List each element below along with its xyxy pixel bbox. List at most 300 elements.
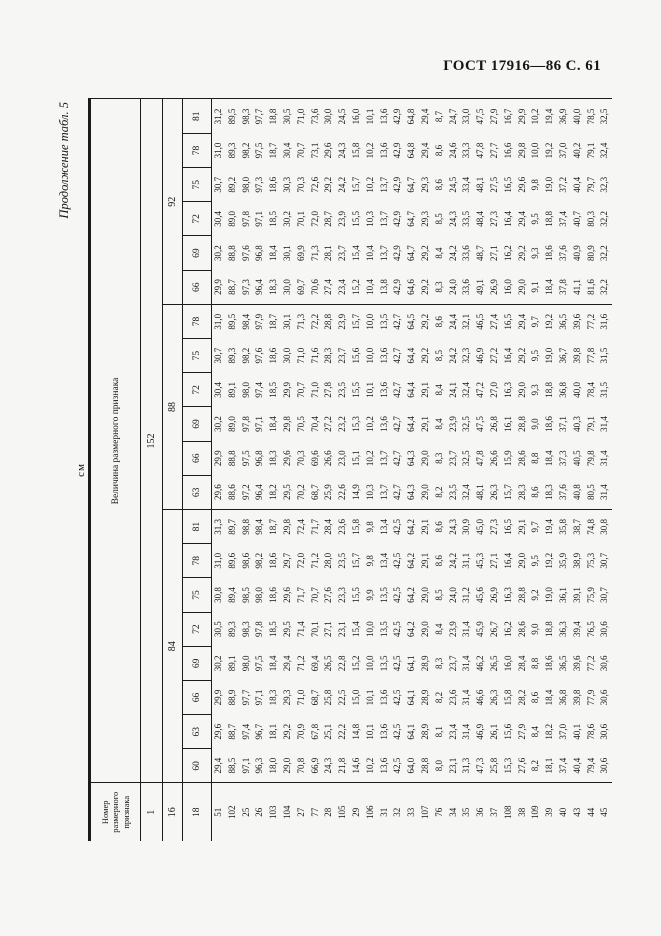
- data-cell: 96,4: [253, 270, 267, 304]
- data-cell: 32,4: [599, 142, 610, 159]
- data-cell: 46,9: [475, 723, 486, 740]
- data-cell: 96,4: [253, 475, 267, 509]
- data-cell: 15,2: [350, 270, 364, 304]
- table-row: [378, 99, 392, 841]
- data-cell: 46,9: [475, 347, 486, 364]
- data-cell: 64,2: [406, 587, 417, 603]
- data-cell: 42,7: [392, 416, 403, 432]
- data-cell: 98,0: [254, 587, 265, 603]
- data-cell: 26,5: [488, 655, 499, 672]
- data-cell: 25,1: [323, 723, 334, 740]
- data-cell: 64,4: [406, 381, 417, 398]
- data-cell: 18,3: [268, 689, 279, 706]
- data-cell: 31,1: [461, 552, 472, 569]
- data-cell: 41,1: [571, 270, 585, 304]
- data-cell: 13,7: [378, 450, 389, 467]
- data-cell: 88,8: [226, 245, 237, 261]
- data-cell: 40,0: [571, 108, 582, 125]
- data-cell: 23,9: [337, 211, 348, 227]
- data-cell: 72,0: [309, 211, 320, 227]
- data-cell: 9,8: [364, 555, 375, 567]
- data-cell: 37,6: [557, 245, 568, 261]
- data-cell: 71,0: [295, 108, 306, 125]
- data-cell: 15,8: [350, 142, 361, 159]
- data-cell: 89,3: [226, 621, 237, 638]
- table-row: [474, 99, 488, 841]
- data-cell: 45,0: [475, 518, 486, 535]
- data-cell: 75,9: [585, 587, 596, 603]
- data-cell: 19,4: [544, 518, 555, 535]
- table-row: [350, 99, 364, 841]
- data-cell: 64,6: [405, 270, 419, 304]
- data-cell: 15,1: [350, 450, 361, 467]
- data-cell: 64,4: [406, 416, 417, 432]
- data-cell: 30,1: [281, 313, 292, 330]
- table-row: [322, 99, 336, 841]
- table-continuation-caption: Продолжение табл. 5: [57, 102, 71, 219]
- data-cell: 16,4: [502, 552, 513, 569]
- data-cell: 48,7: [475, 245, 486, 261]
- data-cell: 30,7: [599, 587, 610, 603]
- data-cell: 18,7: [268, 313, 279, 330]
- data-cell: 64,1: [406, 689, 417, 706]
- data-cell: 19,4: [544, 108, 555, 125]
- data-cell: 8,6: [433, 316, 444, 328]
- data-cell: 98,8: [240, 518, 251, 535]
- data-cell: 29,3: [419, 211, 430, 227]
- data-cell: 31,0: [213, 552, 223, 569]
- data-cell: 28,1: [323, 245, 334, 261]
- data-cell: 9,1: [529, 270, 543, 304]
- data-cell: 13,6: [378, 416, 389, 432]
- table-row: [529, 99, 543, 841]
- data-cell: 16,4: [502, 211, 513, 227]
- data-cell: 96,8: [254, 245, 265, 261]
- data-cell: 24,1: [447, 381, 458, 398]
- data-cell: 30,2: [213, 416, 223, 432]
- data-cell: 8,2: [530, 760, 541, 772]
- data-cell: 39,6: [571, 655, 582, 672]
- data-cell: 28,8: [516, 587, 527, 603]
- data-cell: 27,1: [323, 621, 334, 638]
- data-cell: 28,4: [516, 655, 527, 672]
- data-cell: 77,2: [585, 313, 596, 330]
- data-cell: 16,5: [502, 313, 513, 330]
- data-cell: 77,8: [585, 347, 596, 364]
- data-cell: 29,4: [516, 313, 527, 330]
- data-cell: 26,6: [323, 450, 334, 467]
- data-cell: 97,9: [254, 313, 265, 330]
- table-row: [253, 99, 267, 841]
- data-cell: 79,1: [585, 416, 596, 432]
- data-cell: 27,5: [488, 176, 499, 193]
- row-label: 31: [378, 783, 392, 841]
- data-cell: 29,9: [212, 270, 226, 304]
- data-cell: 79,1: [585, 142, 596, 159]
- row-label: 36: [474, 783, 488, 841]
- data-cell: 24,3: [323, 757, 334, 774]
- subcolumn-header: 81: [183, 99, 212, 133]
- data-cell: 89,3: [226, 347, 237, 364]
- data-cell: 30,0: [281, 347, 292, 364]
- data-cell: 26,9: [488, 587, 499, 603]
- data-cell: 72,4: [295, 518, 306, 535]
- data-cell: 37,4: [557, 211, 568, 227]
- measurements-table: [88, 98, 612, 841]
- data-cell: 38,9: [571, 552, 582, 569]
- data-cell: 96,7: [254, 723, 265, 740]
- waist-row-label: 18: [183, 783, 212, 841]
- rotated-table-block: [56, 99, 610, 841]
- data-cell: 33,4: [461, 176, 472, 193]
- data-cell: 9,3: [530, 247, 541, 259]
- data-cell: 27,7: [488, 142, 499, 159]
- height-value: 152: [141, 99, 163, 783]
- data-cell: 18,8: [268, 108, 279, 125]
- data-cell: 13,5: [378, 587, 389, 603]
- data-cell: 8,2: [433, 475, 447, 509]
- data-cell: 31,6: [599, 313, 610, 330]
- data-cell: 23,6: [447, 689, 458, 706]
- data-cell: 15,7: [350, 176, 361, 193]
- data-cell: 33,6: [461, 245, 472, 261]
- data-cell: 24,0: [447, 270, 461, 304]
- data-cell: 13,6: [378, 689, 389, 706]
- data-cell: 10,2: [364, 450, 375, 467]
- group-label: 88: [163, 304, 183, 509]
- data-cell: 9,9: [364, 589, 375, 601]
- data-cell: 19,2: [544, 552, 555, 569]
- data-cell: 29,6: [213, 723, 223, 740]
- data-cell: 10,1: [364, 723, 375, 740]
- data-cell: 37,8: [557, 270, 571, 304]
- subcolumn-header: 78: [183, 304, 212, 338]
- data-cell: 42,5: [392, 723, 403, 740]
- data-cell: 13,5: [378, 313, 389, 330]
- data-cell: 8,6: [433, 179, 444, 191]
- data-cell: 13,7: [378, 211, 389, 227]
- data-cell: 29,4: [281, 655, 292, 672]
- data-cell: 16,2: [502, 245, 513, 261]
- data-cell: 25,8: [323, 689, 334, 706]
- data-cell: 68,7: [309, 475, 323, 509]
- data-cell: 10,1: [364, 689, 375, 706]
- data-cell: 81,6: [585, 270, 599, 304]
- data-cell: 48,1: [474, 475, 488, 509]
- data-cell: 18,5: [268, 381, 279, 398]
- data-cell: 23,9: [337, 313, 348, 330]
- data-cell: 23,1: [337, 621, 348, 638]
- row-label: 35: [460, 783, 474, 841]
- data-cell: 36,9: [557, 108, 568, 125]
- data-cell: 19,2: [544, 313, 555, 330]
- data-cell: 10,3: [364, 211, 375, 227]
- data-cell: 40,5: [571, 450, 582, 467]
- chest-row-label: 16: [163, 783, 183, 841]
- data-cell: 32,3: [599, 176, 610, 193]
- data-cell: 29,9: [516, 108, 527, 125]
- data-cell: 15,5: [350, 587, 361, 603]
- data-cell: 13,7: [378, 475, 392, 509]
- data-cell: 29,4: [213, 757, 223, 774]
- data-cell: 40,0: [571, 381, 582, 398]
- data-cell: 42,9: [392, 142, 403, 159]
- data-cell: 64,3: [405, 475, 419, 509]
- data-cell: 45,6: [475, 587, 486, 603]
- data-cell: 31,2: [213, 108, 223, 125]
- data-cell: 97,1: [254, 416, 265, 432]
- data-cell: 39,1: [571, 587, 582, 603]
- data-cell: 23,5: [337, 552, 348, 569]
- data-cell: 9,5: [530, 350, 541, 362]
- subcolumn-header: 81: [183, 510, 212, 544]
- data-cell: 98,2: [240, 347, 251, 364]
- data-cell: 48,4: [475, 211, 486, 227]
- data-cell: 71,4: [295, 621, 306, 638]
- data-cell: 29,0: [419, 475, 433, 509]
- data-cell: 42,7: [392, 313, 403, 330]
- data-cell: 42,9: [392, 176, 403, 193]
- row-label: 28: [322, 783, 336, 841]
- row-label: 29: [350, 783, 364, 841]
- data-cell: 36,5: [557, 655, 568, 672]
- data-cell: 24,5: [447, 176, 458, 193]
- subcolumn-header: 66: [183, 270, 212, 304]
- data-cell: 70,7: [295, 381, 306, 398]
- row-label: 109: [529, 783, 543, 841]
- data-cell: 98,4: [240, 313, 251, 330]
- data-cell: 10,1: [364, 108, 375, 125]
- data-cell: 70,6: [309, 270, 323, 304]
- data-cell: 15,3: [350, 416, 361, 432]
- data-cell: 42,7: [391, 475, 405, 509]
- table-row: [557, 99, 571, 841]
- data-cell: 69,9: [295, 245, 306, 261]
- data-cell: 16,5: [502, 176, 513, 193]
- data-cell: 30,2: [213, 655, 223, 672]
- data-cell: 31,2: [461, 587, 472, 603]
- data-cell: 15,9: [502, 450, 513, 467]
- data-cell: 29,5: [281, 475, 295, 509]
- data-cell: 97,8: [240, 416, 251, 432]
- data-cell: 24,2: [447, 347, 458, 364]
- data-cell: 32,2: [598, 270, 612, 304]
- span-header: Величина размерного признака: [90, 99, 141, 783]
- data-cell: 64,7: [406, 211, 417, 227]
- data-cell: 70,9: [295, 723, 306, 740]
- data-cell: 36,7: [557, 347, 568, 364]
- data-cell: 29,9: [213, 450, 223, 467]
- data-cell: 36,8: [557, 381, 568, 398]
- data-cell: 8,7: [433, 110, 444, 123]
- data-cell: 49,1: [474, 270, 488, 304]
- data-cell: 18,4: [543, 270, 557, 304]
- data-cell: 27,2: [323, 416, 334, 432]
- row-label: 103: [267, 783, 281, 841]
- data-cell: 8,6: [433, 555, 444, 567]
- data-cell: 71,7: [295, 587, 306, 603]
- data-cell: 18,1: [268, 723, 279, 740]
- data-cell: 98,0: [240, 176, 251, 193]
- data-cell: 36,1: [557, 587, 568, 603]
- row-label: 107: [419, 783, 433, 841]
- table-row: [571, 99, 585, 841]
- data-cell: 98,0: [240, 655, 251, 672]
- table-row: [598, 99, 612, 841]
- data-cell: 15,7: [502, 475, 516, 509]
- data-cell: 30,1: [281, 245, 292, 261]
- data-cell: 40,4: [571, 757, 582, 774]
- table-row: [281, 99, 295, 841]
- data-cell: 24,0: [447, 587, 458, 603]
- data-cell: 64,8: [406, 108, 417, 125]
- data-cell: 18,4: [544, 689, 555, 706]
- data-cell: 15,5: [350, 381, 361, 398]
- data-cell: 28,6: [516, 450, 527, 467]
- data-cell: 80,3: [585, 211, 596, 227]
- data-cell: 70,2: [295, 475, 309, 509]
- data-cell: 23,5: [447, 475, 461, 509]
- data-cell: 46,2: [475, 655, 486, 672]
- table-row: [295, 99, 309, 841]
- data-cell: 88,7: [226, 723, 237, 740]
- data-cell: 16,0: [350, 108, 361, 125]
- data-cell: 33,5: [461, 211, 472, 227]
- data-cell: 28,8: [323, 313, 334, 330]
- data-cell: 97,8: [240, 211, 251, 227]
- data-cell: 71,7: [309, 518, 320, 535]
- row-label: 102: [226, 783, 240, 841]
- data-cell: 31,4: [461, 723, 472, 740]
- data-cell: 79,7: [585, 176, 596, 193]
- data-cell: 24,2: [337, 176, 348, 193]
- data-cell: 30,5: [281, 108, 292, 125]
- data-cell: 30,8: [213, 587, 223, 603]
- data-cell: 10,2: [364, 416, 375, 432]
- data-cell: 23,0: [337, 450, 348, 467]
- data-cell: 39,4: [571, 621, 582, 638]
- data-cell: 16,6: [502, 142, 513, 159]
- subcolumn-header: 63: [183, 475, 212, 509]
- data-cell: 14,6: [350, 757, 361, 774]
- data-cell: 24,4: [447, 313, 458, 330]
- row-label: 40: [557, 783, 571, 841]
- data-cell: 18,7: [268, 518, 279, 535]
- data-cell: 8,6: [433, 144, 444, 157]
- data-cell: 31,3: [213, 518, 223, 535]
- table-row: [460, 99, 474, 841]
- row-label: 44: [585, 783, 599, 841]
- row-label: 45: [598, 783, 612, 841]
- data-cell: 18,6: [544, 245, 555, 261]
- data-cell: 16,1: [502, 416, 513, 432]
- data-cell: 38,7: [571, 518, 582, 535]
- data-cell: 47,8: [475, 142, 486, 159]
- row-label: 51: [212, 783, 226, 841]
- data-cell: 29,8: [281, 518, 292, 535]
- data-cell: 10,2: [364, 757, 375, 774]
- data-cell: 30,0: [281, 270, 295, 304]
- data-cell: 71,0: [295, 347, 306, 364]
- data-cell: 30,7: [213, 347, 223, 364]
- data-cell: 29,8: [281, 416, 292, 432]
- data-cell: 8,6: [529, 475, 543, 509]
- table-row: [419, 99, 433, 841]
- data-cell: 42,5: [392, 655, 403, 672]
- data-cell: 71,0: [309, 381, 320, 398]
- table-row: [336, 99, 350, 841]
- subcolumn-header: 66: [183, 680, 212, 714]
- data-cell: 29,0: [419, 621, 430, 638]
- data-cell: 32,2: [599, 211, 610, 227]
- data-cell: 18,6: [544, 416, 555, 432]
- data-cell: 70,3: [295, 176, 306, 193]
- data-cell: 71,2: [295, 655, 306, 672]
- data-cell: 29,0: [281, 757, 292, 774]
- data-cell: 97,6: [254, 347, 265, 364]
- data-cell: 29,1: [516, 518, 527, 535]
- data-cell: 16,0: [502, 655, 513, 672]
- data-cell: 23,7: [447, 655, 458, 672]
- data-cell: 42,5: [392, 518, 403, 535]
- data-cell: 13,7: [378, 245, 389, 261]
- data-cell: 89,2: [226, 176, 237, 193]
- data-cell: 23,2: [337, 416, 348, 432]
- data-cell: 13,7: [378, 176, 389, 193]
- data-cell: 8,8: [530, 452, 541, 464]
- data-cell: 33,0: [461, 108, 472, 125]
- height-row-label: 1: [141, 783, 163, 841]
- data-cell: 19,0: [544, 587, 555, 603]
- data-cell: 9,5: [530, 213, 541, 225]
- row-label: 39: [543, 783, 557, 841]
- data-cell: 79,8: [585, 450, 596, 467]
- data-cell: 73,6: [309, 108, 320, 125]
- data-cell: 28,9: [419, 723, 430, 740]
- data-cell: 9,3: [530, 384, 541, 396]
- data-cell: 29,0: [516, 270, 530, 304]
- data-cell: 24,3: [447, 518, 458, 535]
- data-cell: 89,1: [226, 655, 237, 672]
- data-cell: 27,3: [488, 211, 499, 227]
- data-cell: 64,7: [406, 245, 417, 261]
- data-cell: 22,6: [336, 475, 350, 509]
- data-cell: 78,5: [585, 108, 596, 125]
- data-cell: 9,0: [530, 418, 541, 430]
- data-cell: 96,8: [254, 450, 265, 467]
- data-cell: 19,0: [544, 176, 555, 193]
- data-cell: 71,3: [309, 245, 320, 261]
- data-cell: 30,6: [599, 757, 610, 774]
- data-cell: 16,3: [502, 381, 513, 398]
- data-cell: 29,3: [419, 176, 430, 193]
- table-row: [516, 99, 530, 841]
- data-cell: 70,7: [309, 587, 320, 603]
- subcolumn-header: 72: [183, 612, 212, 646]
- group-label: 92: [163, 99, 183, 304]
- data-cell: 15,0: [350, 689, 361, 706]
- data-cell: 29,4: [419, 108, 430, 125]
- data-cell: 40,9: [571, 245, 582, 261]
- data-cell: 37,3: [557, 450, 568, 467]
- data-cell: 8,4: [433, 247, 444, 259]
- data-cell: 46,6: [475, 689, 486, 706]
- data-cell: 71,2: [309, 552, 320, 569]
- data-cell: 42,9: [391, 270, 405, 304]
- data-cell: 88,6: [226, 475, 240, 509]
- data-cell: 67,8: [309, 723, 320, 740]
- data-cell: 8,6: [433, 521, 444, 533]
